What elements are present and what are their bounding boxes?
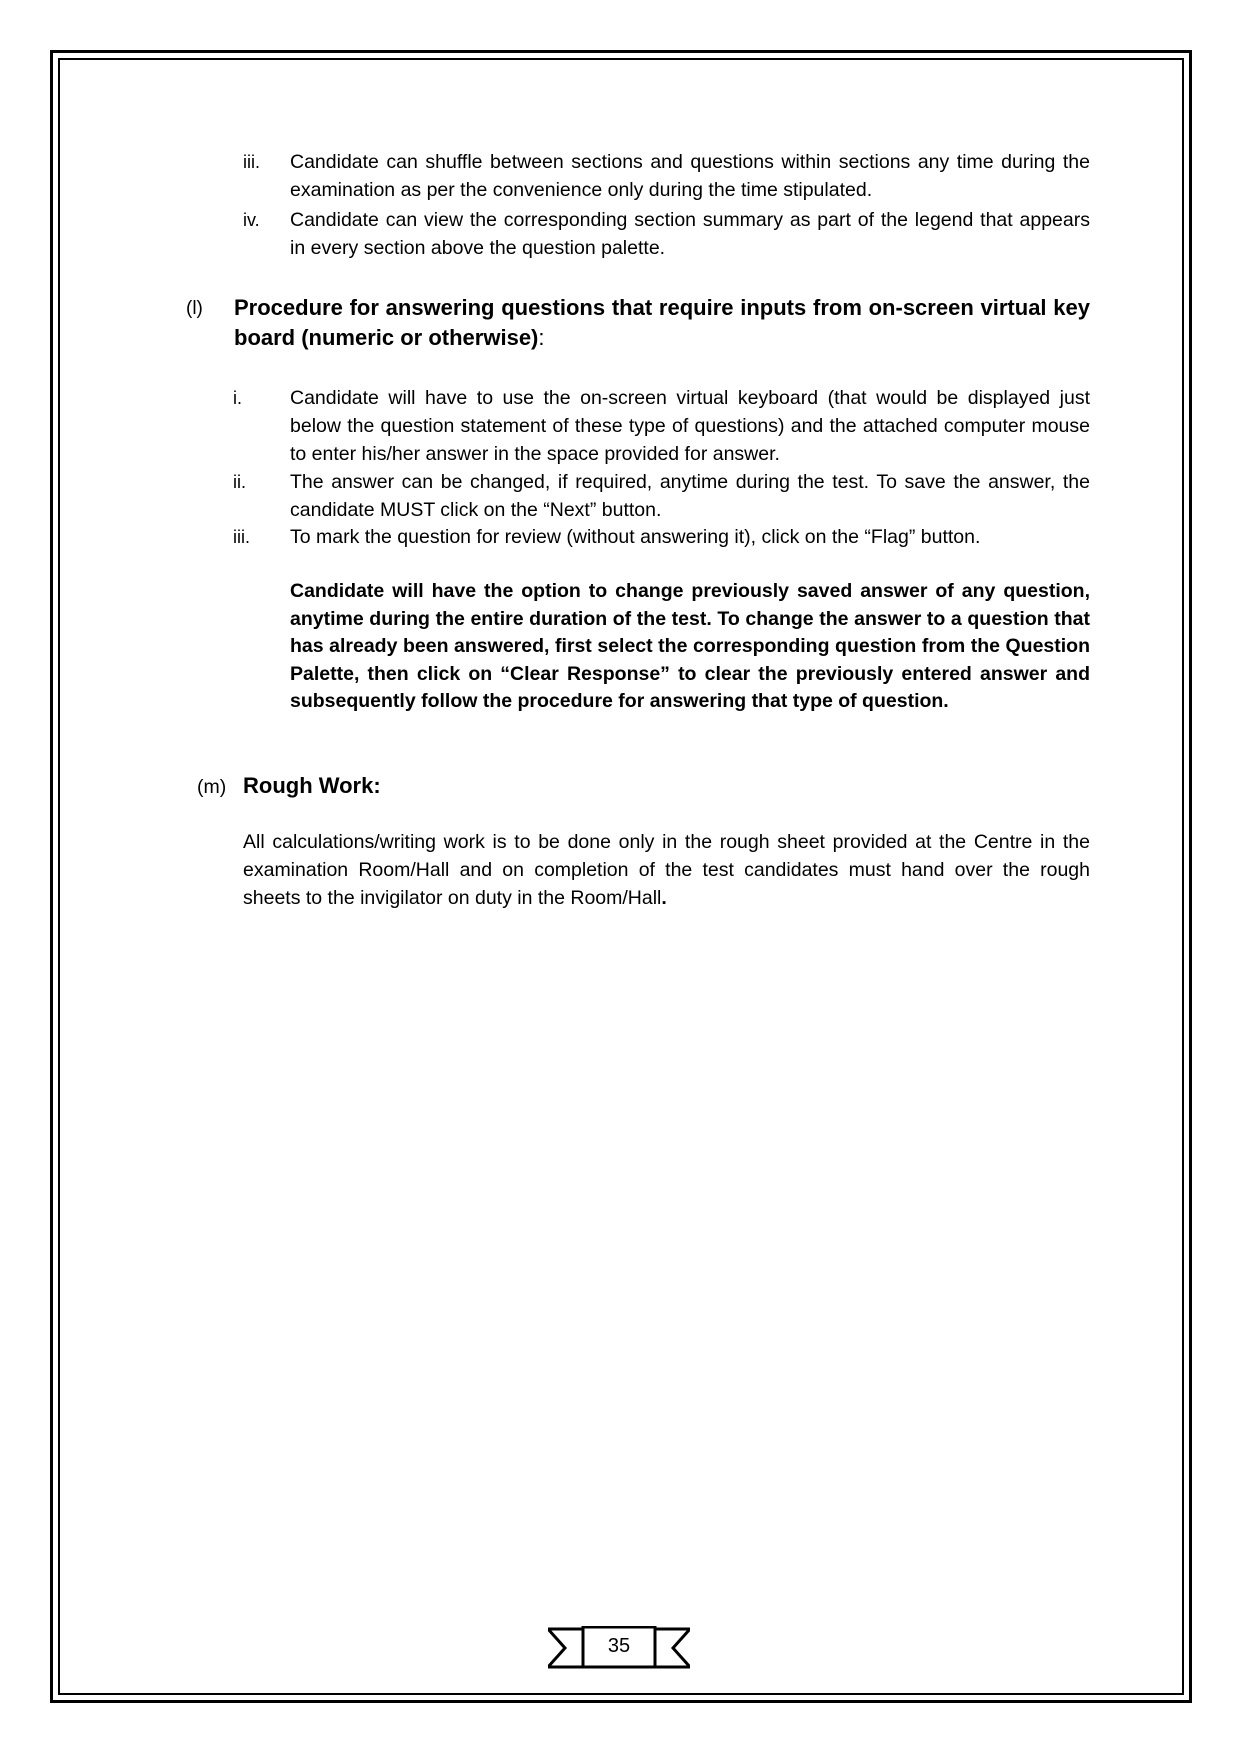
section-heading-text: Procedure for answering questions that require inputs from on-screen virtual key board (numeric or otherwise) (234, 295, 1090, 350)
list-marker: iv. (243, 210, 260, 230)
list-marker: i. (233, 388, 242, 408)
list-item: Candidate can view the corresponding section summary as part of the legend that appears in every section above the question palette. (290, 209, 1090, 259)
list-item: Candidate can shuffle between sections and questions within sections any time during the examination as per the convenience only during the time stipulated. (290, 151, 1090, 201)
list-marker: iii. (233, 527, 250, 547)
list-item: The answer can be changed, if required, anytime during the test. To save the answer, the candidate MUST click on the “Next” button. (290, 471, 1090, 521)
list-item: Candidate will have to use the on-screen virtual keyboard (that would be displayed just below the question statement of these type of questions) and the attached computer mouse to enter his/her answer in the space provided for answer. (290, 387, 1090, 465)
page-number: 35 (607, 1635, 631, 1657)
section-heading: Rough Work: (243, 773, 381, 798)
list-marker: iii. (243, 152, 260, 172)
section-heading-suffix: : (538, 325, 545, 350)
list-item: To mark the question for review (without answering it), click on the “Flag” button. (290, 526, 981, 548)
list-marker: ii. (233, 472, 246, 492)
section-body (243, 828, 1090, 912)
section-marker: (l) (186, 298, 203, 319)
section-body-end: . (661, 887, 667, 909)
section-heading (234, 293, 1090, 353)
section-note: Candidate will have the option to change previously saved answer of any question, anytime during the entire duration of the test. To change the answer to a question that has already been answered, first select the corresponding question from the Question Palette, then click on “Clear Response” to clear the previously entered answer and subsequently follow the procedure for answering that type of question. (290, 580, 1090, 712)
section-marker: (m) (197, 776, 227, 798)
section-body-text: All calculations/writing work is to be done only in the rough sheet provided at the Centre in the examination Room/Hall and on completion of the test candidates must hand over the rough sheets to the invigilator on duty in the Room/Hall (243, 831, 1090, 909)
